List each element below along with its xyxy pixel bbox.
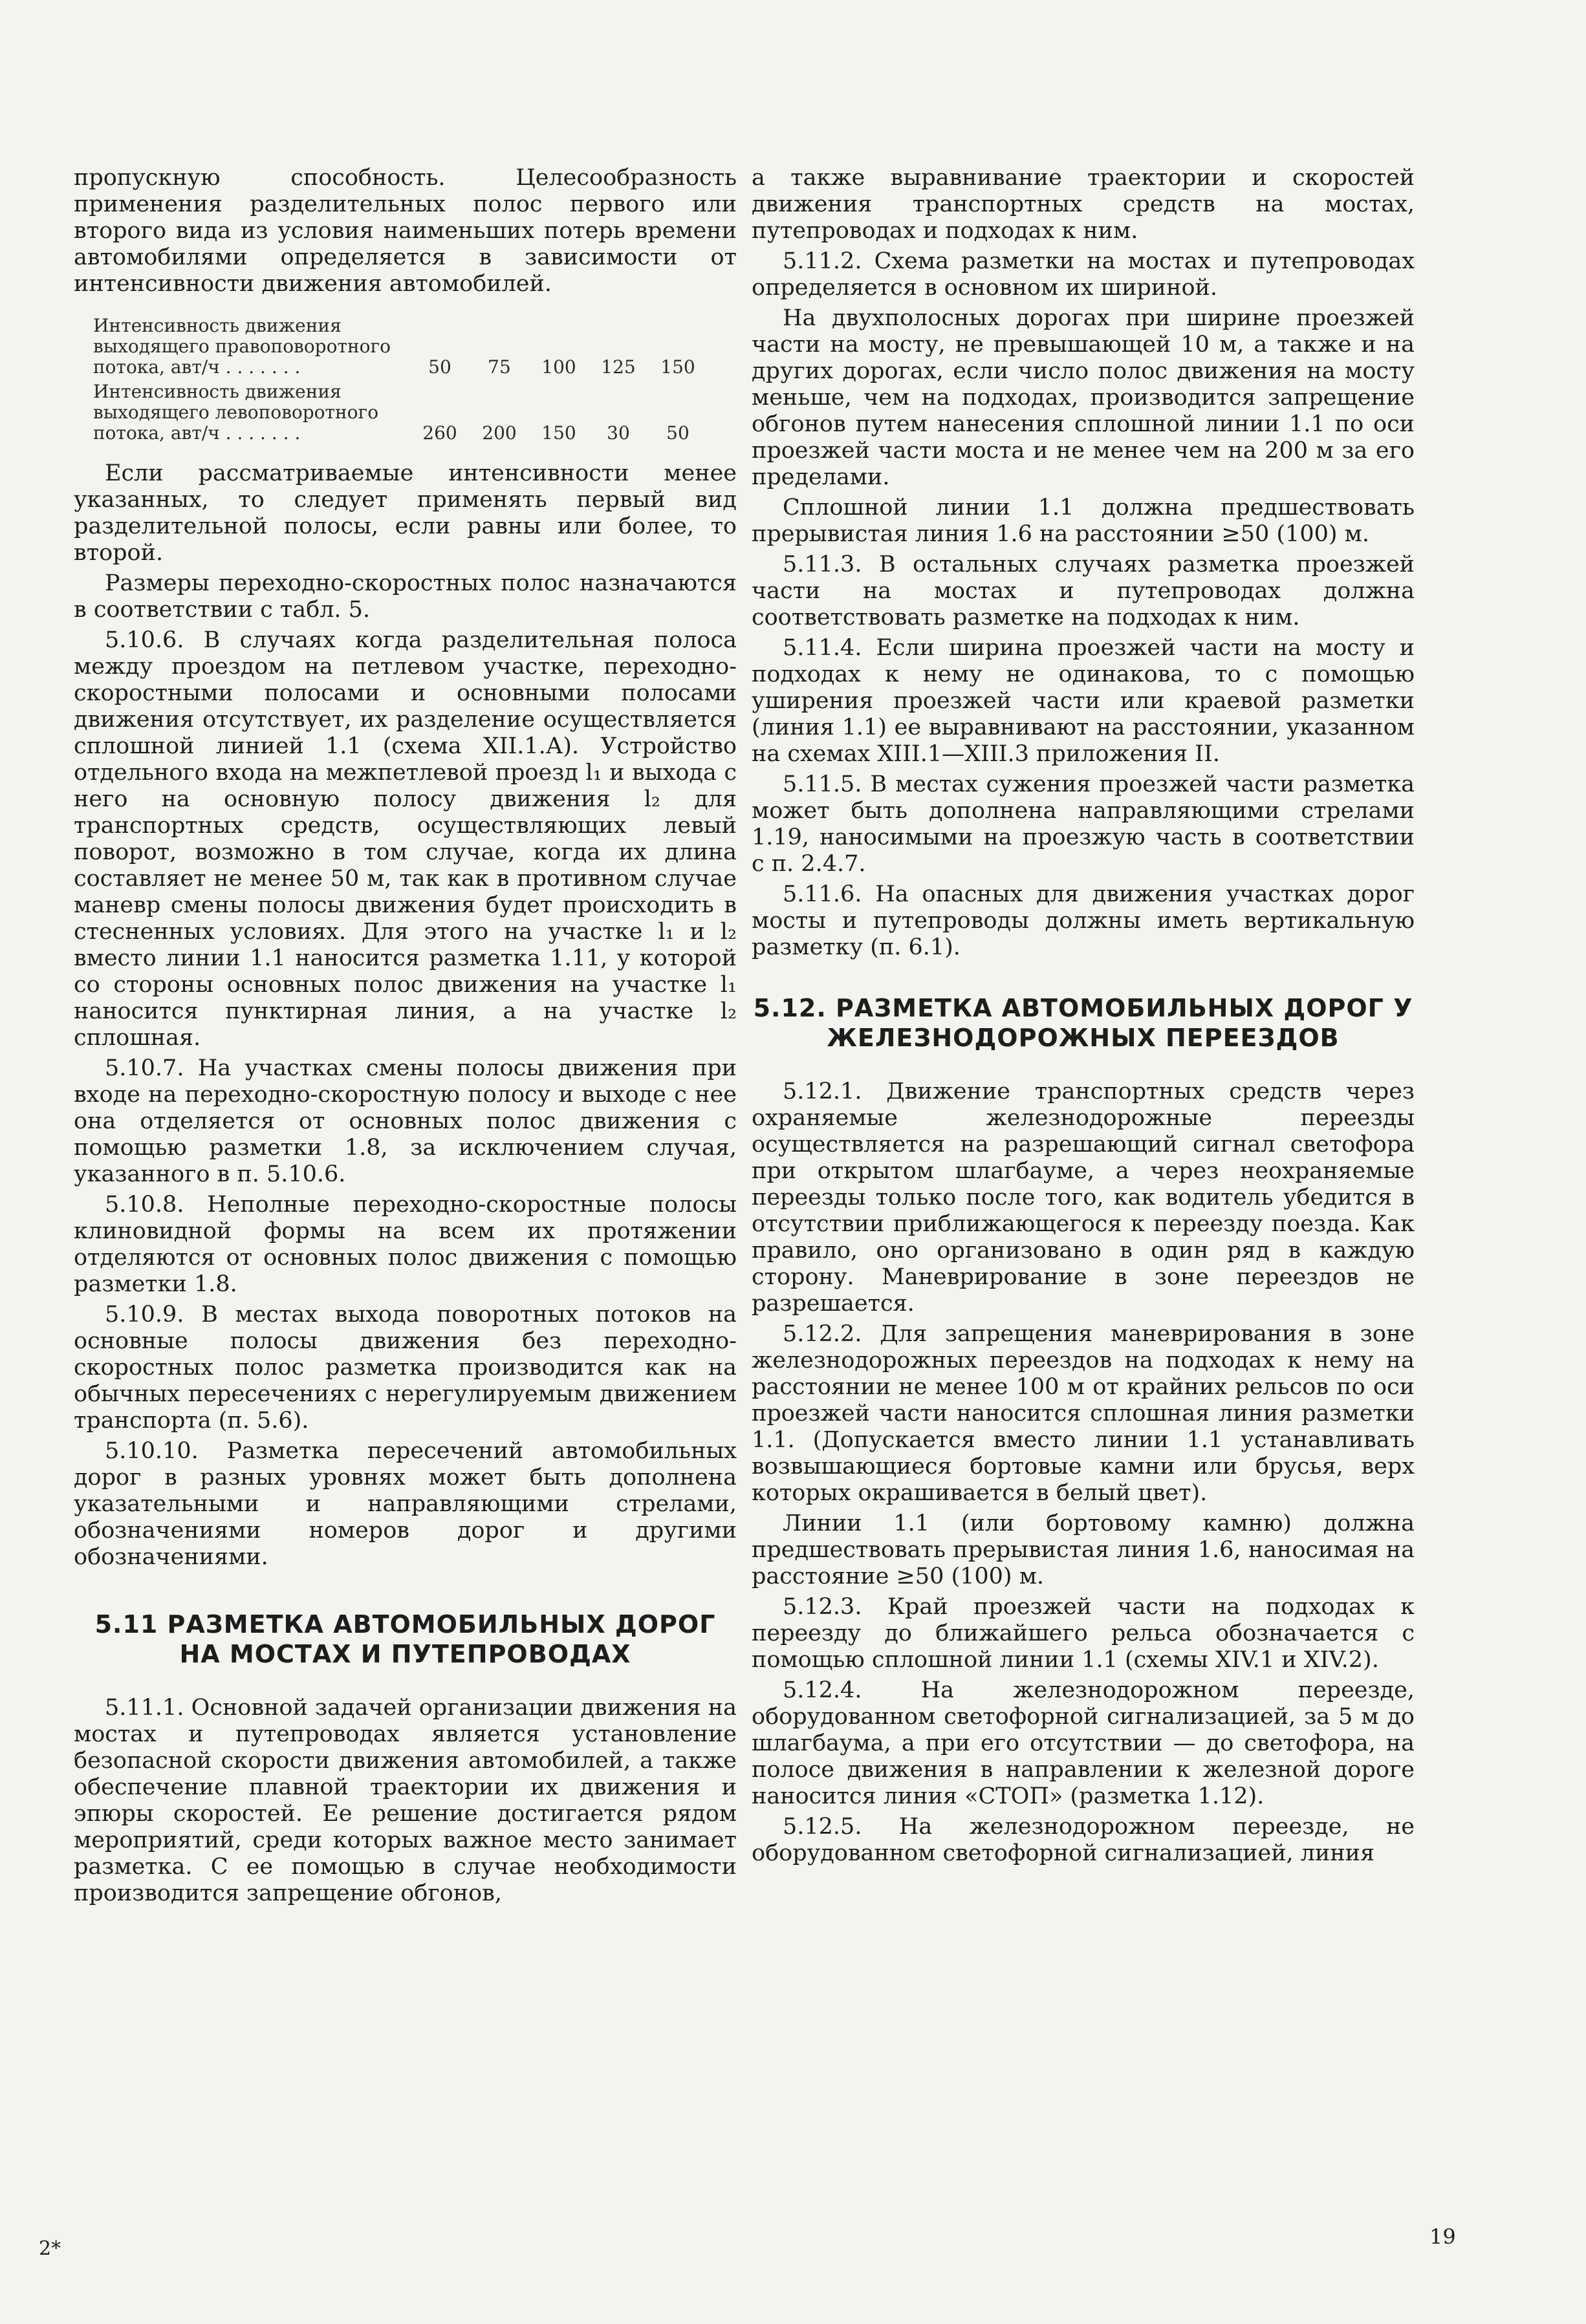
table-row (74, 316, 737, 378)
section-heading: 5.11 РАЗМЕТКА АВТОМОБИЛЬНЫХ ДОРОГ НА МОСТАХ И ПУТЕПРОВОДАХ (94, 1610, 716, 1668)
table-row-values (410, 423, 737, 444)
table-cell: 100 (541, 356, 576, 378)
paragraph: 5.10.9. В местах выхода поворотных потоков на основные полосы движения без переходно-скоростных полос разметка производится как на обычных пересечениях с нерегулируемым движением транспорта (п. 5.6). (74, 1302, 737, 1434)
table-row-label: Интенсивность движения выходящего правоповоротного потока, авт/ч . . . . . . . (93, 315, 391, 378)
table-cell: 30 (607, 422, 630, 444)
right-column (752, 165, 1415, 1867)
table-row-label: Интенсивность движения выходящего левоповоротного потока, авт/ч . . . . . . . (93, 381, 379, 444)
table-row-values (410, 357, 737, 378)
table-cell: 75 (488, 356, 511, 378)
table-cell: 260 (422, 422, 457, 444)
paragraph: Сплошной линии 1.1 должна предшествовать прерывистая линия 1.6 на расстоянии ≥50 (100) м. (752, 495, 1415, 547)
page-number: 19 (1429, 2224, 1456, 2249)
intensity-table (74, 316, 737, 444)
signature-mark: 2* (39, 2237, 61, 2260)
paragraph: На двухполосных дорогах при ширине проезжей части на мосту, не превышающей 10 м, а также и на других дорогах, если число полос движения на мосту меньше, чем на подходах, производится запрещение обгонов путем нанесения сплошной линии 1.1 по оси проезжей части моста и не менее чем на 200 м за его пределами. (752, 305, 1415, 490)
paragraph: Если рассматриваемые интенсивности менее указанных, то следует применять первый вид разделительной полосы, если равны или более, то второй. (74, 460, 737, 566)
paragraph: а также выравнивание траектории и скоростей движения транспортных средств на мостах, путепроводах и подходах к ним. (752, 165, 1415, 244)
section-heading: 5.12. РАЗМЕТКА АВТОМОБИЛЬНЫХ ДОРОГ У ЖЕЛЕЗНОДОРОЖНЫХ ПЕРЕЕЗДОВ (753, 994, 1413, 1052)
paragraph: 5.11.1. Основной задачей организации движения на мостах и путепроводах является установление безопасной скорости движения автомобилей, а также обеспечение плавной траектории их движения и эпюры скоростей. Ее решение достигается рядом мероприятий, среди которых важное место занимает разметка. С ее помощью в случае необходимости производится запрещение обгонов, (74, 1695, 737, 1906)
table-row (74, 382, 737, 444)
paragraph: Размеры переходно-скоростных полос назначаются в соответствии с табл. 5. (74, 570, 737, 623)
paragraph: 5.10.8. Неполные переходно-скоростные полосы клиновидной формы на всем их протяжении отделяются от основных полос движения с помощью разметки 1.8. (74, 1192, 737, 1297)
paragraph: 5.11.4. Если ширина проезжей части на мосту и подходах к нему не одинакова, то с помощью уширения проезжей части или краевой разметки (линия 1.1) ее выравнивают на расстоянии, указанном на схемах XIII.1—XIII.3 приложения II. (752, 635, 1415, 767)
paragraph: 5.10.6. В случаях когда разделительная полоса между проездом на петлевом участке, переходно-скоростными полосами и основными полосами движения отсутствует, их разделение осуществляется сплошной линией 1.1 (схема XII.1.А). Устройство отдельного входа на межпетлевой проезд l₁ и выхода с него на основную полосу движения l₂ для транспортных средств, осуществляющих левый поворот, возможно в том случае, когда их длина составляет не менее 50 м, так как в противном случае маневр смены полосы движения будет происходить в стесненных условиях. Для этого на участке l₁ и l₂ вместо линии 1.1 наносится разметка 1.11, у которой со стороны основных полос движения на участке l₁ наносится пунктирная линия, а на участке l₂ сплошная. (74, 627, 737, 1051)
paragraph: 5.11.5. В местах сужения проезжей части разметка может быть дополнена направляющими стрелами 1.19, наносимыми на проезжую часть в соответствии с п. 2.4.7. (752, 771, 1415, 877)
table-cell: 150 (541, 422, 576, 444)
paragraph: Линии 1.1 (или бортовому камню) должна предшествовать прерывистая линия 1.6, наносимая на расстояние ≥50 (100) м. (752, 1511, 1415, 1589)
paragraph: 5.11.2. Схема разметки на мостах и путепроводах определяется в основном их шириной. (752, 248, 1415, 301)
paragraph: 5.12.4. На железнодорожном переезде, оборудованном светофорной сигнализацией, за 5 м до шлагбаума, а при его отсутствии — до светофора, на полосе движения в направлении к железной дороге наносится линия «СТОП» (разметка 1.12). (752, 1677, 1415, 1809)
paragraph: 5.12.5. На железнодорожном переезде, не оборудованном светофорной сигнализацией, линия (752, 1814, 1415, 1866)
table-cell: 150 (660, 356, 695, 378)
table-cell: 50 (666, 422, 690, 444)
paragraph: 5.10.10. Разметка пересечений автомобильных дорог в разных уровнях может быть дополнена указательными и направляющими стрелами, обозначениями номеров дорог и другими обозначениями. (74, 1438, 737, 1570)
paragraph: 5.10.7. На участках смены полосы движения при входе на переходно-скоростную полосу и выходе с нее она отделяется от основных полос движения с помощью разметки 1.8, за исключением случая, указанного в п. 5.10.6. (74, 1055, 737, 1187)
table-cell: 200 (482, 422, 517, 444)
paragraph: 5.11.6. На опасных для движения участках дорог мосты и путепроводы должны иметь вертикальную разметку (п. 6.1). (752, 881, 1415, 960)
paragraph: 5.11.3. В остальных случаях разметка проезжей части на мостах и путепроводах должна соответствовать разметке на подходах к ним. (752, 552, 1415, 630)
paragraph: 5.12.2. Для запрещения маневрирования в зоне железнодорожных переездов на подходах к нему на расстоянии не менее 100 м от крайних рельсов по оси проезжей части наносится сплошная линия разметки 1.1. (Допускается вместо линии 1.1 устанавливать возвышающиеся бортовые камни или брусья, верх которых окрашивается в белый цвет). (752, 1321, 1415, 1506)
left-column (74, 165, 737, 1907)
table-cell: 125 (601, 356, 636, 378)
paragraph: 5.12.1. Движение транспортных средств через охраняемые железнодорожные переезды осуществляется на разрешающий сигнал светофора при открытом шлагбауме, а через неохраняемые переезды только после того, как водитель убедится в отсутствии приближающегося к переезду поезда. Как правило, оно организовано в один ряд в каждую сторону. Маневрирование в зоне переездов не разрешается. (752, 1079, 1415, 1317)
table-cell: 50 (428, 356, 451, 378)
paragraph: 5.12.3. Край проезжей части на подходах к переезду до ближайшего рельса обозначается с помощью сплошной линии 1.1 (схемы XIV.1 и XIV.2). (752, 1594, 1415, 1673)
paragraph: пропускную способность. Целесообразность применения разделительных полос первого или второго вида из условия наименьших потерь времени автомобилями определяется в зависимости от интенсивности движения автомобилей. (74, 165, 737, 297)
